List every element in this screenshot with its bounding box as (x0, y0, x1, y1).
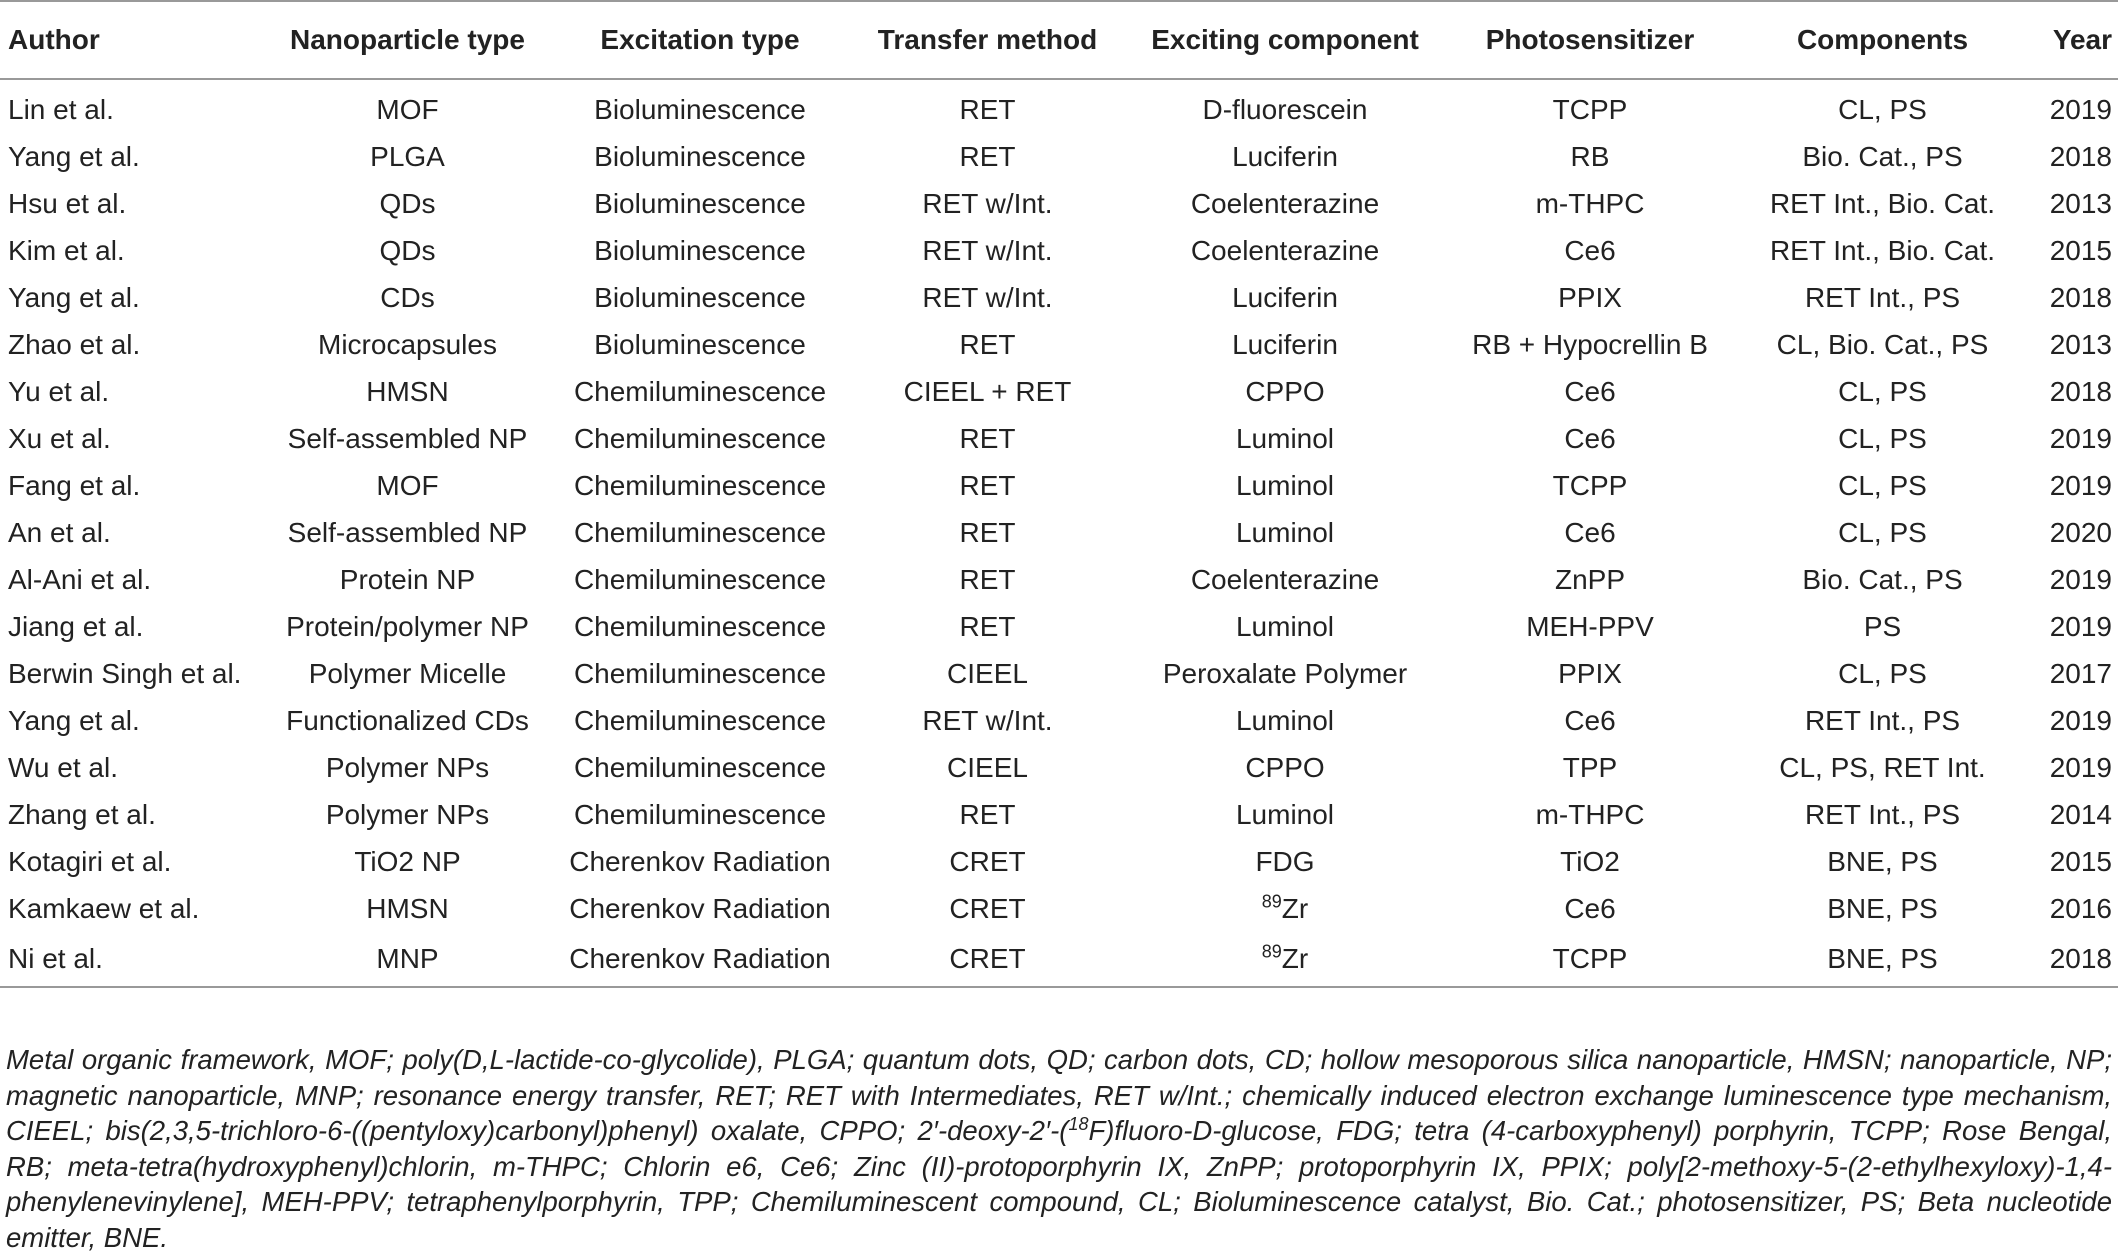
author-cell: Lin et al. (8, 93, 114, 125)
nanoparticle-type-cell: QDs (379, 234, 436, 266)
transfer-method-cell: CRET (949, 845, 1026, 877)
photosensitizer-cell: Ce6 (1564, 704, 1616, 736)
nanoparticle-type-cell: Polymer NPs (325, 751, 490, 783)
transfer-method-cell: RET (959, 469, 1016, 501)
nanoparticle-type-cell: MOF (376, 93, 439, 125)
components-cell: CL, PS (1838, 516, 1927, 548)
isotope-superscript: 89 (1261, 941, 1282, 962)
transfer-method-cell: RET (959, 140, 1016, 172)
table-row (0, 603, 2118, 650)
photosensitizer-cell: TPP (1562, 751, 1618, 783)
table-row (0, 697, 2118, 744)
transfer-method-cell: CIEEL (947, 751, 1028, 783)
table-row (0, 838, 2118, 885)
nanoparticle-type-cell: MOF (376, 469, 439, 501)
table-row (0, 368, 2118, 415)
nanoparticle-type-cell: Polymer NPs (325, 798, 490, 830)
components-cell: CL, PS (1838, 375, 1927, 407)
year-cell: 2015 (2049, 234, 2112, 266)
photosensitizer-cell: Ce6 (1564, 234, 1616, 266)
excitation-type-cell: Chemiluminescence (573, 798, 827, 830)
author-cell: Kamkaew et al. (8, 892, 200, 924)
exciting-component-cell: Coelenterazine (1190, 563, 1380, 595)
author-cell: An et al. (8, 516, 111, 548)
exciting-component-cell: Luminol (1235, 422, 1335, 454)
components-cell: Bio. Cat., PS (1802, 563, 1963, 595)
table-row (0, 274, 2118, 321)
author-cell: Ni et al. (0, 932, 260, 987)
nanoparticle-type-cell: CDs (380, 281, 435, 313)
excitation-type-cell: Chemiluminescence (573, 469, 827, 501)
table-row (0, 650, 2118, 697)
table-row (0, 321, 2118, 368)
author-cell: Zhao et al. (8, 328, 141, 360)
element-symbol: Zr (1281, 943, 1309, 974)
author-cell: Xu et al. (8, 422, 111, 454)
author-cell: Yang et al. (8, 140, 140, 172)
photosensitizer-cell: Ce6 (1564, 516, 1616, 548)
exciting-component-cell: FDG (1255, 845, 1315, 877)
exciting-component-cell: Luminol (1235, 798, 1335, 830)
excitation-type-cell: Bioluminescence (594, 328, 806, 360)
excitation-type-cell: Chemiluminescence (573, 751, 827, 783)
exciting-component-cell: Luminol (1235, 516, 1335, 548)
excitation-type-cell: Bioluminescence (594, 281, 806, 313)
components-cell: PS (1863, 610, 1902, 642)
table-body (0, 79, 2118, 987)
components-cell: CL, PS (1838, 469, 1927, 501)
photosensitizer-cell: PPIX (1558, 281, 1622, 313)
table-row (0, 133, 2118, 180)
table-row (0, 932, 2118, 987)
exciting-component-cell: Luciferin (1232, 328, 1338, 360)
excitation-type-cell: Cherenkov Radiation (569, 892, 831, 924)
photosensitizer-cell: m-THPC (1535, 187, 1645, 219)
excitation-type-cell: Chemiluminescence (573, 704, 827, 736)
excitation-type-cell: Bioluminescence (594, 187, 806, 219)
year-cell: 2018 (2025, 932, 2118, 987)
year-cell: 2019 (2049, 469, 2112, 501)
author-cell: Zhang et al. (8, 798, 156, 830)
author-cell: Wu et al. (8, 751, 118, 783)
element-symbol: Zr (1281, 892, 1309, 924)
excitation-type-cell: Bioluminescence (594, 234, 806, 266)
photosensitizer-cell: Ce6 (1564, 892, 1616, 924)
components-cell: CL, PS, RET Int. (1779, 751, 1986, 783)
footnote-text-2: F)fluoro-D-glucose, FDG; tetra (4-carboxyphenyl) porphyrin, TCPP; Rose Bengal, RB; meta-tetra(hydroxyphenyl)chlorin, m-THPC; Chlorin e6, Ce6; Zinc (II)-protoporphyrin IX, ZnPP; protoporphyrin IX, PPIX; poly[2-methoxy-5-(2-ethylhexyloxy)-1,4-phenylenevinylene], MEH-PPV; tetraphenylporphyrin, TPP; Chemiluminescent compound, CL; Bioluminescence catalyst, Bio. Cat.; photosensitizer, PS; Beta nucleotide emitter, BNE. (6, 1115, 2112, 1253)
table-row (0, 227, 2118, 274)
components-cell: RET Int., Bio. Cat. (1769, 187, 1996, 219)
transfer-method-cell: RET (959, 93, 1016, 125)
table-row (0, 885, 2118, 932)
header-year: Year (2025, 1, 2118, 79)
table-row (0, 791, 2118, 838)
year-cell: 2013 (2049, 328, 2112, 360)
header-row (0, 1, 2118, 79)
table-footnote (6, 1042, 2112, 1255)
year-cell: 2014 (2049, 798, 2112, 830)
excitation-type-cell: Chemiluminescence (573, 422, 827, 454)
nanoparticle-type-cell: Protein NP (339, 563, 476, 595)
components-cell: CL, PS (1838, 93, 1927, 125)
nanoparticle-type-cell: Protein/polymer NP (286, 610, 529, 642)
author-cell: Kim et al. (8, 234, 125, 266)
exciting-component-cell: Luciferin (1232, 140, 1338, 172)
transfer-method-cell: RET (959, 516, 1016, 548)
components-cell: CL, Bio. Cat., PS (1776, 328, 1989, 360)
nanoparticle-type-cell: PLGA (370, 140, 445, 172)
header-excitation-type: Excitation type (555, 1, 845, 79)
components-cell: BNE, PS (1827, 845, 1938, 877)
table-row (0, 744, 2118, 791)
nanoparticle-type-cell: TiO2 NP (354, 845, 461, 877)
photosensitizer-cell: TiO2 (1560, 845, 1620, 877)
exciting-component-cell: Luminol (1235, 704, 1335, 736)
excitation-type-cell: Cherenkov Radiation (555, 932, 845, 987)
year-cell: 2015 (2049, 845, 2112, 877)
transfer-method-cell: RET (959, 422, 1016, 454)
components-cell: RET Int., PS (1804, 704, 1961, 736)
transfer-method-cell: CIEEL (947, 657, 1028, 689)
nanoparticle-type-cell: Microcapsules (318, 328, 497, 360)
components-cell: Bio. Cat., PS (1802, 140, 1963, 172)
transfer-method-cell: RET (959, 563, 1016, 595)
transfer-method-cell: RET (959, 798, 1016, 830)
photosensitizer-cell: RB (1570, 140, 1610, 172)
table-row (0, 509, 2118, 556)
nanoparticle-type-cell: Polymer Micelle (308, 657, 507, 689)
excitation-type-cell: Chemiluminescence (573, 657, 827, 689)
excitation-type-cell: Cherenkov Radiation (569, 845, 831, 877)
exciting-component-cell: CPPO (1245, 751, 1325, 783)
photosensitizer-cell: RB + Hypocrellin B (1472, 328, 1708, 360)
nanoparticle-type-cell: MNP (260, 932, 555, 987)
transfer-method-cell: RET w/Int. (922, 281, 1053, 313)
photosensitizer-cell: m-THPC (1535, 798, 1645, 830)
year-cell: 2016 (2049, 892, 2112, 924)
table-row (0, 462, 2118, 509)
transfer-method-cell: RET w/Int. (922, 187, 1053, 219)
exciting-component-cell (1130, 932, 1440, 987)
header-transfer-method: Transfer method (845, 1, 1130, 79)
year-cell: 2018 (2049, 375, 2112, 407)
transfer-method-cell: RET (959, 328, 1016, 360)
exciting-component-cell: Luminol (1235, 469, 1335, 501)
transfer-method-cell: CRET (949, 892, 1026, 924)
author-cell: Yang et al. (8, 281, 140, 313)
components-cell: BNE, PS (1740, 932, 2025, 987)
photosensitizer-cell: PPIX (1558, 657, 1622, 689)
photosensitizer-cell: Ce6 (1564, 375, 1616, 407)
year-cell: 2017 (2049, 657, 2112, 689)
nanoparticle-type-cell: HMSN (366, 892, 449, 924)
excitation-type-cell: Chemiluminescence (573, 516, 827, 548)
header-photosensitizer: Photosensitizer (1440, 1, 1740, 79)
transfer-method-cell: RET (959, 610, 1016, 642)
components-cell: RET Int., PS (1804, 798, 1961, 830)
table-row (0, 79, 2118, 133)
components-cell: RET Int., PS (1804, 281, 1961, 313)
excitation-type-cell: Bioluminescence (594, 93, 806, 125)
table-row (0, 415, 2118, 462)
author-cell: Berwin Singh et al. (8, 657, 242, 689)
photosensitizer-cell: TCPP (1552, 93, 1628, 125)
year-cell: 2019 (2049, 751, 2112, 783)
year-cell: 2019 (2049, 93, 2112, 125)
author-cell: Kotagiri et al. (8, 845, 172, 877)
exciting-component-cell: Coelenterazine (1190, 234, 1380, 266)
excitation-type-cell: Chemiluminescence (573, 563, 827, 595)
nanoparticle-type-cell: QDs (379, 187, 436, 219)
components-cell: RET Int., Bio. Cat. (1769, 234, 1996, 266)
header-nanoparticle-type: Nanoparticle type (260, 1, 555, 79)
year-cell: 2019 (2049, 610, 2112, 642)
components-cell: CL, PS (1838, 657, 1927, 689)
isotope-superscript: 89 (1261, 891, 1282, 912)
author-cell: Yu et al. (8, 375, 110, 407)
excitation-type-cell: Chemiluminescence (573, 610, 827, 642)
year-cell: 2020 (2049, 516, 2112, 548)
nanoparticle-type-cell: Self-assembled NP (287, 516, 528, 548)
photosensitizer-cell: ZnPP (1554, 563, 1626, 595)
photosensitizer-cell: TCPP (1552, 469, 1628, 501)
nanoparticle-type-cell: Functionalized CDs (286, 704, 529, 736)
year-cell: 2013 (2049, 187, 2112, 219)
author-cell: Al-Ani et al. (8, 563, 152, 595)
header-author: Author (0, 1, 260, 79)
footnote-text-1: Metal organic framework, MOF; poly(D,L-lactide-co-glycolide), PLGA; quantum dots, QD; carbon dots, CD; hollow mesoporous silica nanoparticle, HMSN; nanoparticle, NP; magnetic nanoparticle, MNP; resonance energy transfer, RET; RET with Intermediates, RET w/Int.; chemically induced electron exchange luminescence type mechanism, CIEEL; bis(2,3,5-trichloro-6-((pentyloxy)carbonyl)phenyl) oxalate, CPPO; 2′-deoxy-2′-( (6, 1044, 2112, 1146)
footnote-superscript: 18 (1068, 1113, 1089, 1134)
exciting-component-cell: Luciferin (1232, 281, 1338, 313)
author-cell: Yang et al. (8, 704, 140, 736)
table-row (0, 180, 2118, 227)
excitation-type-cell: Chemiluminescence (573, 375, 827, 407)
components-cell: CL, PS (1838, 422, 1927, 454)
year-cell: 2018 (2049, 140, 2112, 172)
header-components: Components (1740, 1, 2025, 79)
exciting-component-cell: Luminol (1235, 610, 1335, 642)
nanoparticle-type-cell: Self-assembled NP (287, 422, 528, 454)
transfer-method-cell: RET w/Int. (922, 704, 1053, 736)
header-exciting-component: Exciting component (1130, 1, 1440, 79)
excitation-type-cell: Bioluminescence (594, 140, 806, 172)
exciting-component-cell: D-fluorescein (1202, 93, 1368, 125)
year-cell: 2019 (2049, 704, 2112, 736)
exciting-component-cell: Coelenterazine (1190, 187, 1380, 219)
photosensitizer-cell: Ce6 (1564, 422, 1616, 454)
exciting-component-cell: Peroxalate Polymer (1162, 657, 1408, 689)
year-cell: 2019 (2049, 563, 2112, 595)
photosensitizer-cell: MEH-PPV (1526, 610, 1654, 642)
exciting-component-cell: CPPO (1245, 375, 1325, 407)
year-cell: 2018 (2049, 281, 2112, 313)
table-row (0, 556, 2118, 603)
exciting-component-cell (1130, 885, 1440, 932)
photosensitizer-cell: TCPP (1440, 932, 1740, 987)
year-cell: 2019 (2049, 422, 2112, 454)
components-cell: BNE, PS (1827, 892, 1938, 924)
author-cell: Hsu et al. (8, 187, 127, 219)
transfer-method-cell: CRET (845, 932, 1130, 987)
transfer-method-cell: CIEEL + RET (903, 375, 1072, 407)
transfer-method-cell: RET w/Int. (922, 234, 1053, 266)
nanoparticle-type-cell: HMSN (366, 375, 449, 407)
author-cell: Fang et al. (8, 469, 141, 501)
author-cell: Jiang et al. (8, 610, 144, 642)
